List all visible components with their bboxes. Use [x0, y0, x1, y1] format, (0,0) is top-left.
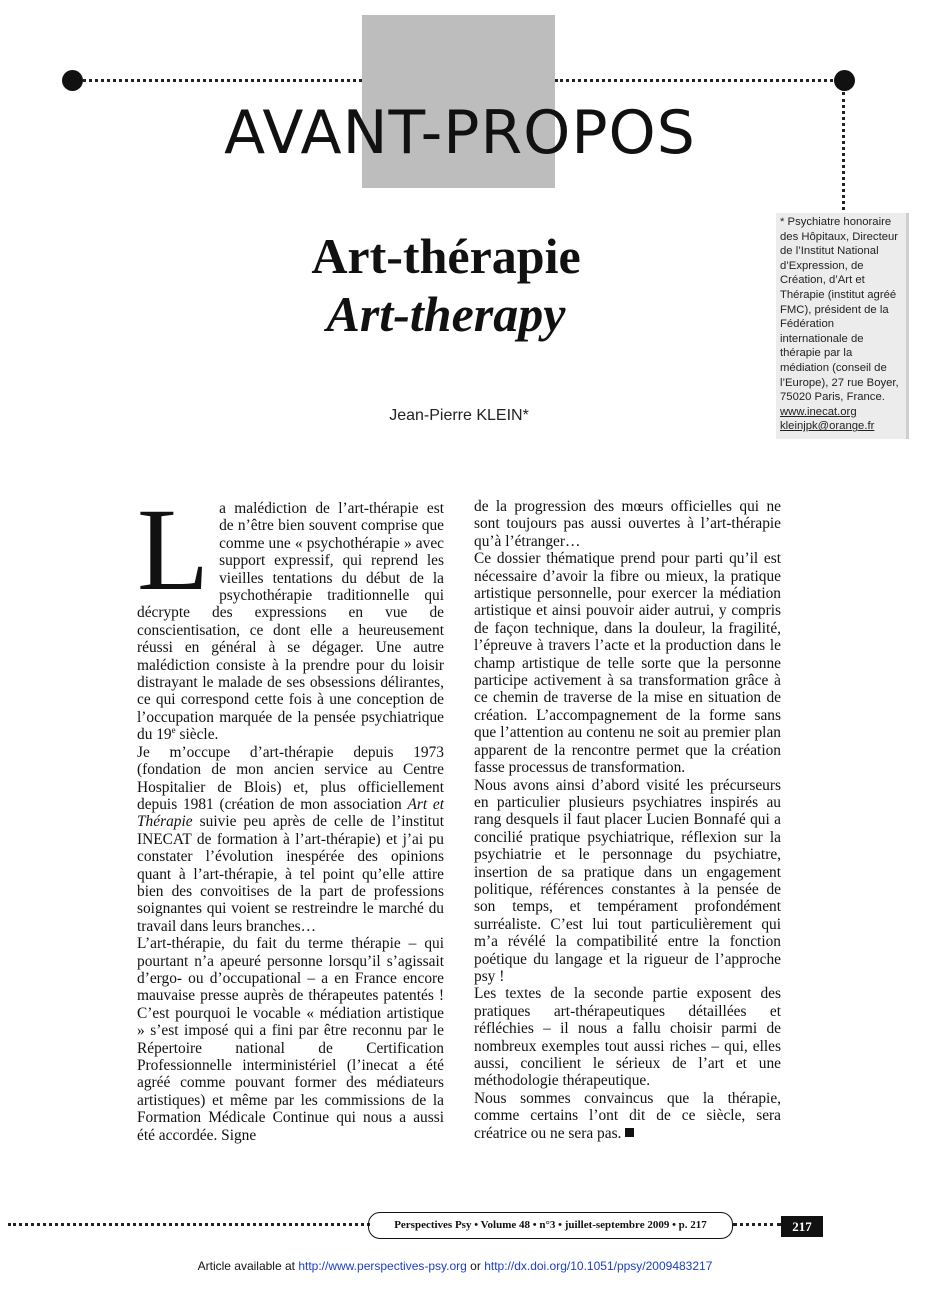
- header-bullet-left: [62, 70, 83, 91]
- drop-cap: L: [137, 484, 210, 615]
- italic-title: Art et Thérapie: [137, 795, 444, 831]
- paragraph: L’art-thérapie, du fait du terme thérapie – qui pourtant n’a apeuré personne lorsqu’il s’agissait d’ergo- ou d’occupational – a en France encore mauvaise presse auprès de thérapeutes patentés ! C’est pourquoi le vocable « médiation artistique » s’est imposé qui a fini par être reconnu par le Répertoire national de Certification Professionnelle interministériel (l’inecat a été agréé comme pouvant former des médiateurs artistiques) et même par les commissions de la Formation Médicale Continue qui nous a aussi été accordée. Signe: [137, 935, 444, 1144]
- journal-site-link[interactable]: http://www.perspectives-psy.org: [298, 1259, 467, 1273]
- paragraph: [137, 484, 444, 744]
- body-column-right: [474, 498, 781, 1142]
- footer-dotted-rule-left: [8, 1223, 370, 1226]
- superscript: e: [171, 725, 176, 736]
- website-link[interactable]: www.inecat.org: [780, 405, 857, 418]
- header-dotted-rule-left: [72, 79, 362, 82]
- paragraph: Ce dossier thématique prend pour parti qu’il est nécessaire d’avoir la fibre ou mieux, la pratique artistique personnelle, pour exercer la médiation artistique et ainsi pouvoir aider autrui, y compris de façon technique, dans la douleur, la fragilité, l’épreuve à travers l’acte et la production dans le champ artistique de telle sorte que la personne participe activement à sa transformation grâce à ce chemin de traverse de la mise en situation de création. L’accompagnement de la forme sans que l’attention au contenu ne soit au premier plan apparent de la rencontre permet que la création fasse processus de transformation.: [474, 550, 781, 777]
- paragraph: [137, 744, 444, 935]
- paragraph-text: Je m’occupe d’art-thérapie depuis 1973 (fondation de mon ancien service au Centre Hospitalier de Blois) et, plus officiellement depuis 1981 (création de mon association: [137, 743, 444, 813]
- paragraph-text: Nous sommes convaincus que la thérapie, comme certains l’ont dit de ce siècle, sera créatrice ou ne sera pas.: [474, 1089, 781, 1142]
- paragraph-text: suivie peu après de celle de l’institut INECAT de formation à l’art-thérapie) et j’ai pu constater l’évolution inespérée des opinions quant à l’art-thérapie, à tel point qu’elle attire bien des convoitises de la part de professions soignantes qui voient se restreindre le marché du travail dans leurs branches…: [137, 813, 444, 935]
- affiliation-text: * Psychiatre honoraire des Hôpitaux, Directeur de l’Institut National d’Expression, de Création, d’Art et Thérapie (institut agréé FMC), président de la Fédération internationale de thérapie par la médiation (conseil de l’Europe), 27 rue Boyer, 75020 Paris, France.: [780, 216, 899, 404]
- doi-link[interactable]: http://dx.doi.org/10.1051/ppsy/2009483217: [484, 1259, 713, 1273]
- footer-dotted-rule-right: [733, 1223, 781, 1226]
- end-of-article-square-icon: [625, 1128, 634, 1137]
- header-dotted-rule-right: [555, 79, 845, 82]
- article-title-fr: Art-thérapie: [311, 228, 581, 284]
- journal-citation: Perspectives Psy • Volume 48 • n°3 • juillet-septembre 2009 • p. 217: [368, 1212, 733, 1239]
- availability-or: or: [466, 1259, 485, 1273]
- page-number: 217: [781, 1216, 823, 1237]
- paragraph: Nous avons ainsi d’abord visité les précurseurs en particulier plusieurs psychiatres inspirés au rang desquels il faut placer Lucien Bonnafé qui a concilié pratique psychiatrique, réflexion sur la psychiatrie et le personnage du psychiatre, insertion de sa pratique dans un engagement politique, références constantes à la pensée de son temps, et tempérament profondément surréaliste. C’est lui tout particulièrement qui m’a révélé la compatibilité entre la fonction poétique du langage et la rigueur de l’approche psy !: [474, 776, 781, 985]
- availability-line: [0, 1259, 910, 1273]
- article-title-en: Art-therapy: [326, 286, 566, 342]
- paragraph: [474, 1090, 781, 1142]
- email-link[interactable]: kleinjpk@orange.fr: [780, 420, 875, 433]
- body-column-left: [137, 484, 444, 1144]
- section-title: AVANT-PROPOS: [224, 98, 696, 168]
- author-name: Jean-Pierre KLEIN*: [389, 407, 529, 424]
- availability-prefix: Article available at: [197, 1259, 299, 1273]
- paragraph-text: a malédiction de l’art-thérapie est de n’être bien souvent comprise que comme une « psychothérapie » avec support expressif, qui reprend les vieilles tentations du début de la psychothérapie traditionnelle qui décrypte des expressions en vue de conscientisation, ce dont elle a heureusement réussi en général à se dégager. Une autre malédiction consiste à la prendre pour du loisir distrayant le malade de ses obsessions délirantes, ce qui correspond cette fois à une conception de l’occupation marquée de la pensée psychiatrique du 19: [137, 500, 444, 744]
- paragraph-text: siècle.: [175, 726, 219, 744]
- paragraph: de la progression des mœurs officielles qui ne sont toujours pas aussi ouvertes à l’art-thérapie qu’à l’étranger…: [474, 498, 781, 550]
- header-bullet-right: [834, 70, 855, 91]
- paragraph: Les textes de la seconde partie exposent des pratiques art-thérapeutiques détaillées et réfléchies – il nous a fallu choisir parmi de nombreux exemples tout aussi riches – qui, elles aussi, concilient le sérieux de l’art et une méthodologie thérapeutique.: [474, 985, 781, 1090]
